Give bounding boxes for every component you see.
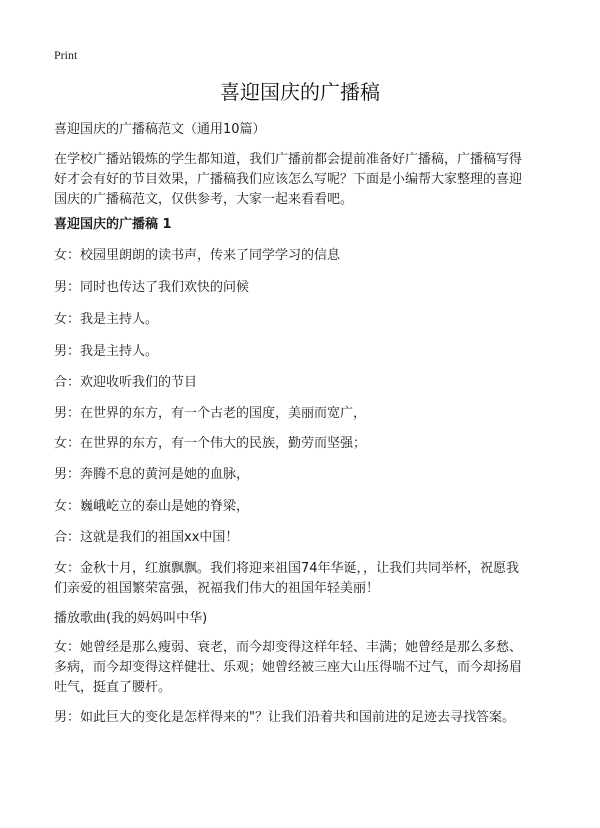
- song-line: 播放歌曲(我的妈妈叫中华): [54, 611, 208, 626]
- script-line: 男：如此巨大的变化是怎样得来的"？让我们沿着共和国前进的足迹去寻找答案。: [54, 710, 515, 725]
- script-line: 男：奔腾不息的黄河是她的血脉，: [54, 467, 250, 482]
- script-line: 女：巍峨屹立的泰山是她的脊梁，: [54, 499, 250, 514]
- section-heading: 喜迎国庆的广播稿 1: [54, 217, 172, 232]
- intro-line: 在学校广播站锻炼的学生都知道，我们广播前都会提前准备好广播稿，广播稿写得: [54, 152, 523, 167]
- script-line: 女：校园里朗朗的读书声，传来了同学学习的信息: [54, 248, 341, 263]
- print-label: Print: [54, 48, 78, 62]
- paragraph-line: 多病，而今却变得这样健壮、乐观；她曾经被三座大山压得喘不过气，而今却扬眉: [54, 660, 523, 675]
- script-line: 男：同时也传达了我们欢快的问候: [54, 280, 250, 295]
- script-line: 合：这就是我们的祖国xx中国！: [54, 530, 239, 545]
- script-line: 女：我是主持人。: [54, 312, 159, 327]
- script-line: 合：欢迎收听我们的节目: [54, 375, 198, 390]
- paragraph-line: 女：她曾经是那么瘦弱、衰老，而今却变得这样年轻、丰满；她曾经是那么多愁、: [54, 640, 523, 655]
- script-line: 男：我是主持人。: [54, 344, 159, 359]
- script-line: 男：在世界的东方，有一个古老的国度，美丽而宽广，: [54, 406, 367, 421]
- page-title: 喜迎国庆的广播稿: [220, 80, 380, 104]
- intro-paragraph: [54, 150, 554, 210]
- paragraph-line: 们亲爱的祖国繁荣富强，祝福我们伟大的祖国年轻美丽！: [54, 581, 380, 596]
- autumn-paragraph: [54, 559, 554, 599]
- history-paragraph: [54, 638, 554, 698]
- intro-line: 国庆的广播稿范文，仅供参考，大家一起来看看吧。: [54, 192, 354, 207]
- script-line: 女：在世界的东方，有一个伟大的民族，勤劳而坚强；: [54, 436, 367, 451]
- intro-line: 好才会有好的节目效果，广播稿我们应该怎么写呢？下面是小编帮大家整理的喜迎: [54, 172, 523, 187]
- paragraph-line: 女：金秋十月，红旗飘飘。我们将迎来祖国74年华诞，，让我们共同举杯，祝愿我: [54, 561, 520, 576]
- document-subtitle: 喜迎国庆的广播稿范文（通用10篇）: [54, 122, 266, 137]
- paragraph-line: 吐气，挺直了腰杆。: [54, 680, 172, 695]
